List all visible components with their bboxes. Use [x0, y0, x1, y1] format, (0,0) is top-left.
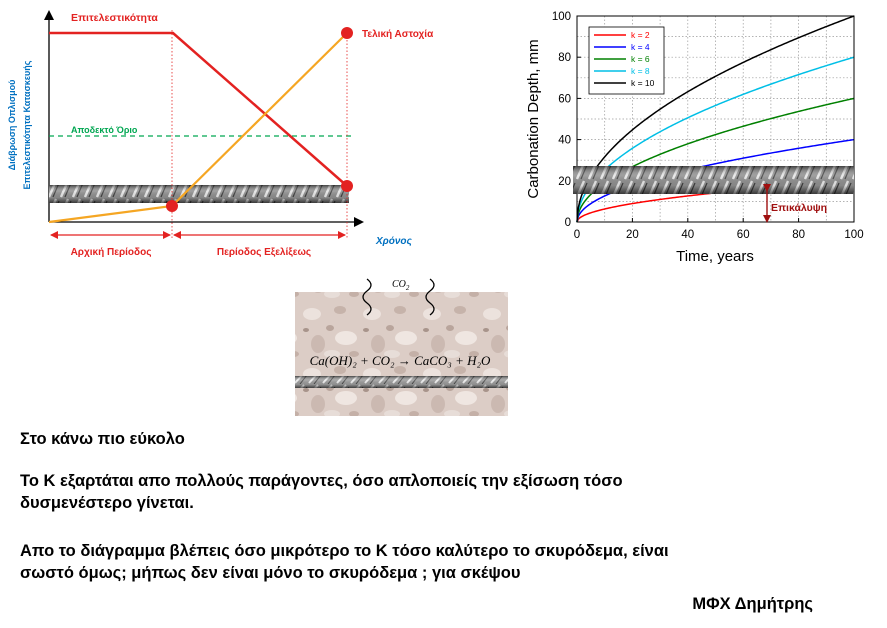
- performance-label: Επιτελεστικότητα: [71, 12, 158, 24]
- y-tick-label: 100: [551, 11, 571, 23]
- time-axis-label: Χρόνος: [376, 236, 412, 247]
- y-tick-label: 0: [564, 217, 571, 229]
- x-tick-label: 40: [681, 229, 695, 241]
- x-tick-label: 0: [573, 229, 581, 241]
- performance-line: [49, 33, 347, 186]
- y-axis-title-line1: Διάβρωση Οπλισμού: [7, 79, 17, 171]
- carbonation-equation: Ca(OH)₂ + CO₂ → CaCO₃ + H₂O: [309, 353, 491, 368]
- comment-paragraph-2-line-a: Απο το διάγραμμα βλέπεις όσο μικρότερο το Κ τόσο καλύτερο το σκυρόδεμα, είναι: [20, 542, 669, 560]
- comment-paragraph-2-line-b: σωστό όμως; μήπως δεν είναι μόνο το σκυρόδεμα ; για σκέψου: [20, 564, 521, 582]
- comment-paragraph-1-line-b: δυσμενέστερο γίνεται.: [20, 494, 194, 512]
- x-tick-label: 100: [844, 229, 864, 241]
- legend-label: k = 6: [631, 54, 650, 64]
- acceptable-limit-label: Αποδεκτό Όριο: [71, 125, 138, 135]
- y-axis-title-line2: Επιτελεστικότητα Κατασκευής: [22, 60, 32, 190]
- y-tick-label: 40: [558, 134, 571, 147]
- carbonation-chart: [525, 11, 864, 265]
- legend-label: k = 10: [631, 78, 655, 88]
- comment-line-1: Στο κάνω πιο εύκολο: [20, 430, 185, 448]
- initial-period-label: Αρχική Περίοδος: [70, 247, 152, 258]
- legend-label: k = 8: [631, 66, 650, 76]
- chart-legend: [589, 27, 664, 94]
- y-tick-label: 60: [558, 93, 571, 106]
- signature: ΜΦΧ Δημήτρης: [692, 595, 813, 613]
- legend-label: k = 2: [631, 30, 650, 40]
- final-failure-point-bottom: [341, 180, 353, 192]
- final-failure-point-top: [341, 27, 353, 39]
- x-tick-label: 60: [736, 229, 750, 241]
- y-tick-label: 20: [558, 175, 571, 188]
- co2-label: $CO_2$: [392, 279, 410, 292]
- final-failure-label: Τελική Αστοχία: [362, 29, 434, 40]
- x-tick-label: 80: [792, 229, 805, 241]
- initiation-point: [166, 200, 178, 212]
- service-life-diagram: [7, 12, 434, 258]
- chart-x-axis-label: Time, years: [676, 248, 754, 265]
- y-tick-label: 80: [558, 52, 571, 65]
- legend-label: k = 4: [631, 42, 650, 52]
- x-tick-label: 20: [626, 229, 639, 241]
- comment-paragraph-1-line-a: Το Κ εξαρτάται απο πολλούς παράγοντες, όσο απλοποιείς την εξίσωση τόσο: [20, 472, 623, 490]
- chart-y-axis-label: Carbonation Depth, mm: [525, 39, 542, 199]
- propagation-period-label: Περίοδος Εξελίξεως: [216, 247, 312, 258]
- concrete-illustration: [295, 279, 508, 416]
- cover-label: Επικάλυψη: [771, 202, 828, 214]
